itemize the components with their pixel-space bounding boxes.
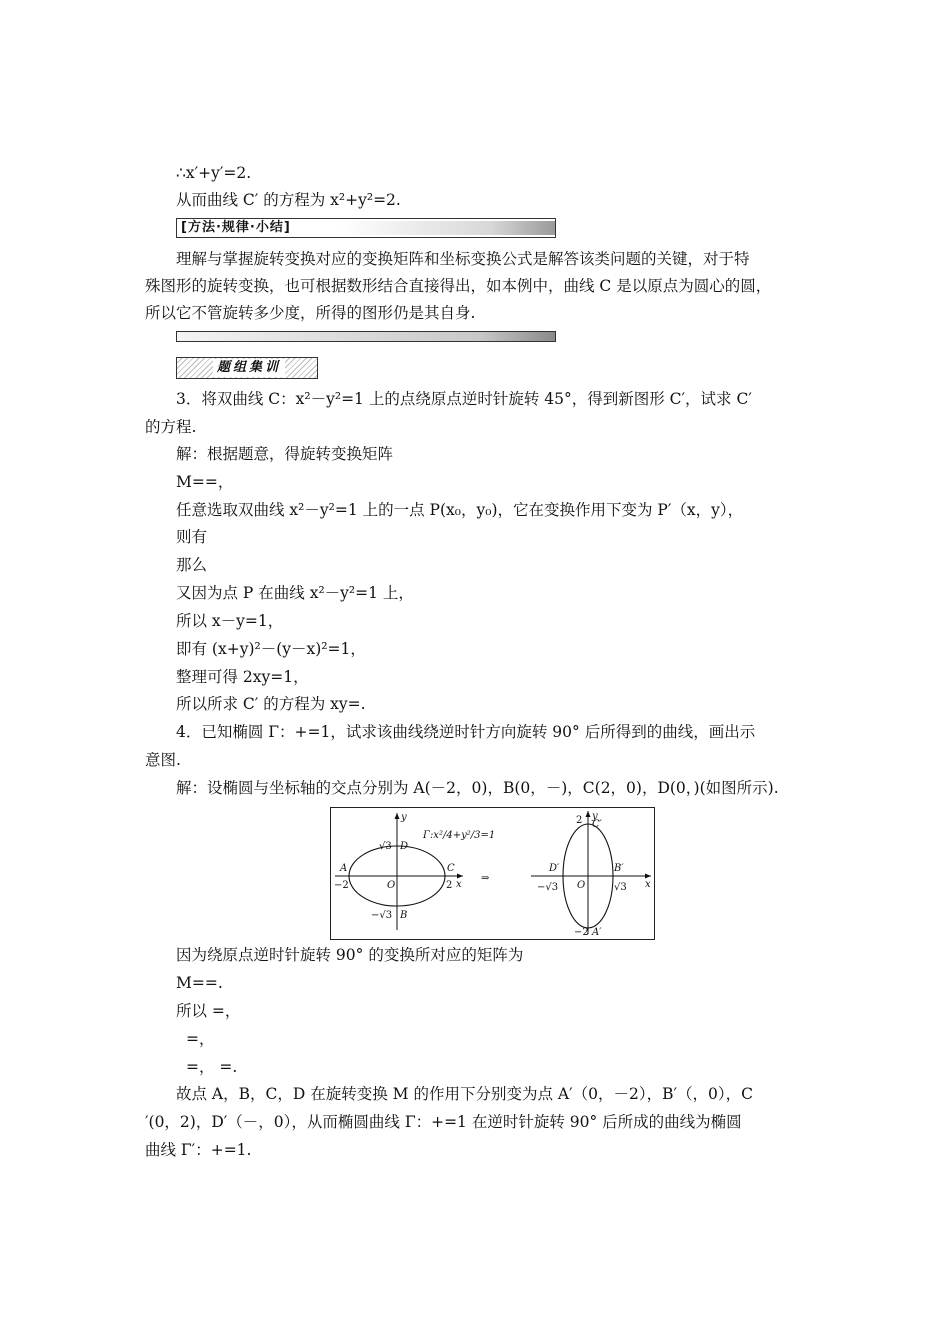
left-y-arrow [395,813,400,819]
label-C: C [447,863,455,874]
left-x-arrow [457,874,463,879]
label-pos2: 2 [446,880,453,891]
ellipse-rotation-figure [330,807,655,940]
exercise-group-box [176,357,318,379]
text-line: 故点 A，B，C，D 在旋转变换 M 的作用下分别变为点 A′（0，－2），B′（，0），C [176,1085,753,1103]
label-neg2-right: −2 [574,927,589,938]
label-D: D [400,841,409,852]
text-line: 则有 [176,528,208,546]
rotated-ellipse-diagram [531,811,651,938]
label-y-prime: y [592,811,598,822]
text-line: ∴x′+y′=2. [176,164,252,182]
text-line: ′(0，2)，D′（－，0），从而椭圆曲线 Γ：+=1 在逆时针旋转 90° 后所成的曲线为椭圆 [145,1113,742,1131]
ellipse-equation: Γ:x²/4+y²/3=1 [423,830,496,841]
text-line: 4．已知椭圆 Γ：+=1，试求该曲线绕逆时针方向旋转 90° 后所得到的曲线，画出示 [176,723,756,741]
method-summary-bar [176,218,556,238]
exercise-group-label: 题组集训 [213,359,285,377]
text-line: 曲线 Γ′：+=1. [145,1141,252,1159]
label-C-prime: C′ [592,819,602,830]
transform-arrow: ⇒ [481,873,490,884]
text-line: 所以所求 C′ 的方程为 xy=. [176,695,366,713]
section-end-bar [176,331,556,342]
text-line: 3．将双曲线 C：x²－y²=1 上的点绕原点逆时针旋转 45°，得到新图形 C′，试求 C′ [176,390,752,408]
text-line: 即有 (x+y)²－(y－x)²=1， [176,640,366,658]
text-line: 理解与掌握旋转变换对应的变换矩阵和坐标变换公式是解答该类问题的关键，对于特 [176,250,750,268]
text-line: 整理可得 2xy=1， [176,668,309,686]
label-sqrt3: √3 [379,841,392,852]
label-A: A [340,863,348,874]
text-line: M==. [176,974,223,992]
text-line: 又因为点 P 在曲线 x²－y²=1 上， [176,584,414,602]
label-pos2-right: 2 [576,815,583,826]
text-line: 所以 =， [176,1002,241,1020]
label-neg2: −2 [334,880,349,891]
label-A-prime: A′ [592,927,602,938]
text-line: 从而曲线 C′ 的方程为 x²+y²=2. [176,191,401,209]
label-B: B [400,910,408,921]
label-B-prime: B′ [614,863,624,874]
text-line: =， =. [186,1058,238,1076]
right-x-arrow [645,874,651,879]
text-line: 因为绕原点逆时针旋转 90° 的变换所对应的矩阵为 [176,946,524,964]
method-summary-label: [方法·规律·小结] [181,220,291,235]
label-D-prime: D′ [549,863,560,874]
text-line: 殊图形的旋转变换，也可根据数形结合直接得出，如本例中，曲线 C 是以原点为圆心的圆， [145,277,772,295]
original-ellipse-diagram [334,812,495,930]
label-x-right: x [645,879,651,890]
text-line: 意图. [145,751,181,769]
label-O-right: O [577,880,586,891]
text-line: 所以它不管旋转多少度，所得的图形仍是其自身. [145,304,476,322]
label-negsqrt3-right: −√3 [537,882,559,893]
label-x: x [456,879,462,890]
text-line: M==， [176,473,234,491]
text-line: 任意选取双曲线 x²－y²=1 上的一点 P(x₀，y₀)，它在变换作用下变为 P′（x，y）， [176,501,744,519]
bar-shading [340,221,555,235]
right-y-arrow [586,811,591,817]
label-O: O [387,880,396,891]
label-sqrt3-right: √3 [614,882,627,893]
text-line: 所以 x－y=1， [176,612,284,630]
label-y: y [401,812,407,823]
text-line: 那么 [176,556,208,574]
figure-svg [331,808,656,941]
text-line: 解：根据题意，得旋转变换矩阵 [176,445,394,463]
text-line: 的方程. [145,418,197,436]
text-line: =， [186,1030,215,1048]
label-negsqrt3: −√3 [371,910,393,921]
text-line: 解：设椭圆与坐标轴的交点分别为 A(－2，0)，B(0，－)，C(2，0)，D(0，)(如图所示). [176,779,779,797]
